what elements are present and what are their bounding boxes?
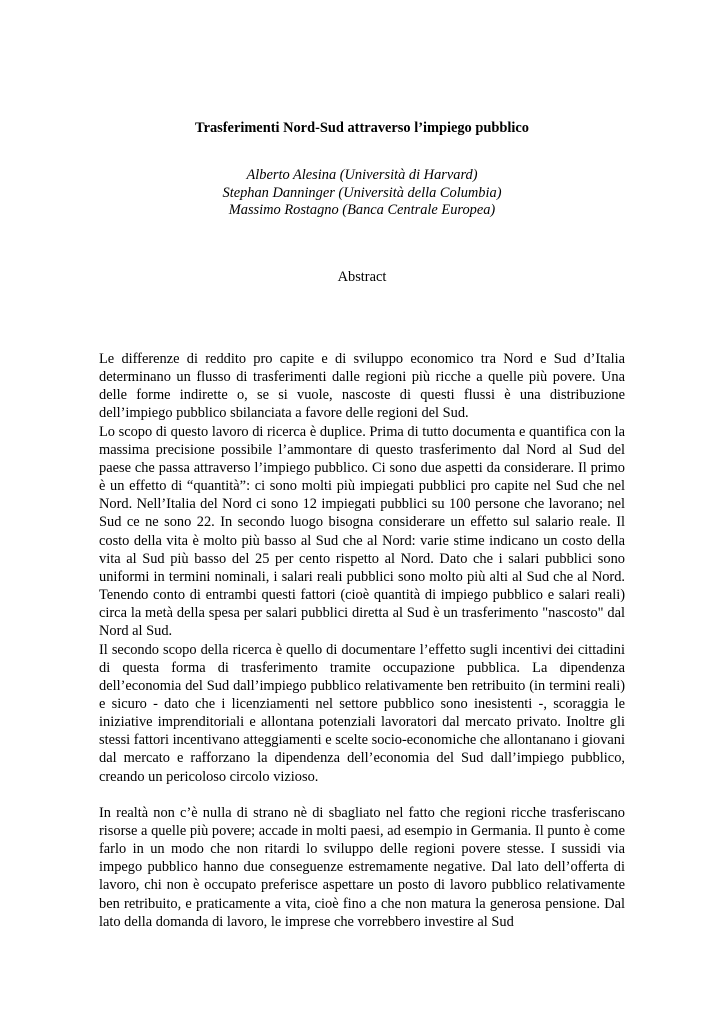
paragraph-1: Le differenze di reddito pro capite e di sviluppo economico tra Nord e Sud d’Italia determinano un flusso di trasferimenti dalle regioni più ricche a quelle più povere. Una delle forme indirette o, se si vuole, nascoste di questi flussi è una distribuzione dell’impiego pubblico sbilanciata a favore delle regioni del Sud.	[99, 351, 625, 422]
author-1: Alberto Alesina (Università di Harvard)	[246, 167, 478, 183]
author-3: Massimo Rostagno (Banca Centrale Europea)	[228, 202, 496, 218]
author-2: Stephan Danninger (Università della Columbia)	[222, 184, 502, 201]
paragraph-4: In realtà non c’è nulla di strano nè di sbagliato nel fatto che regioni ricche trasferiscano risorse a quelle più povere; accade in molti paesi, ad esempio in Germania. Il punto è come farlo in un modo che non ritardi lo sviluppo delle regioni povere stesse. I sussidi via impego pubblico hanno due conseguenze estremamente negative. Dal lato dell’offerta di lavoro, chi non è occupato preferisce aspettare un posto di lavoro pubblico relativamente ben retribuito, e praticamente a vita, cioè fino a che non matura la generosa pensione. Dal lato della domanda di lavoro, le imprese che vorrebbero investire al Sud	[99, 804, 625, 930]
abstract-heading: Abstract	[337, 269, 387, 285]
abstract-body	[99, 350, 625, 931]
paper-title: Trasferimenti Nord-Sud attraverso l’impiego pubblico	[195, 120, 529, 136]
author-list	[0, 167, 724, 220]
paragraph-3: Il secondo scopo della ricerca è quello di documentare l’effetto sugli incentivi dei cittadini di questa forma di trasferimento tramite occupazione pubblica. La dipendenza dell’economia del Sud dall’impiego pubblico relativamente ben retribuito (in termini reali) e sicuro - dato che i licenziamenti nel settore pubblico sono inesistenti -, scoraggia le iniziative imprenditoriali e allontana potenziali lavoratori dal mercato privato. Inoltre gli stessi fattori incentivano atteggiamenti e scelte socio-economiche che allontanano i giovani dal mercato e rafforzano la dipendenza dell’economia del Sud dall’impiego pubblico, creando un pericoloso circolo vizioso.	[99, 641, 625, 785]
paragraph-2: Lo scopo di questo lavoro di ricerca è duplice. Prima di tutto documenta e quantifica con la massima precisione possibile l’ammontare di questo trasferimento dal Nord al Sud del paese che passa attraverso l’impiego pubblico. Ci sono due aspetti da considerare. Il primo è un effetto di “quantità”: ci sono molti più impiegati pubblici pro capite nel Sud che nel Nord. Nell’Italia del Nord ci sono 12 impiegati pubblici su 100 persone che lavorano; nel Sud ce ne sono 22. In secondo luogo bisogna considerare un effetto sul salario reale. Il costo della vita è molto più basso al Sud che al Nord: varie stime indicano un costo della vita al Sud più basso del 25 per cento rispetto al Nord. Dato che i salari pubblici sono uniformi in termini nominali, i salari reali pubblici sono molto più alti al Sud che al Nord. Tenendo conto di entrambi questi fattori (cioè quantità di impiego pubblico e salari reali) circa la metà della spesa per salari pubblici diretta al Sud è un trasferimento "nascosto" dal Nord al Sud.	[99, 423, 625, 640]
